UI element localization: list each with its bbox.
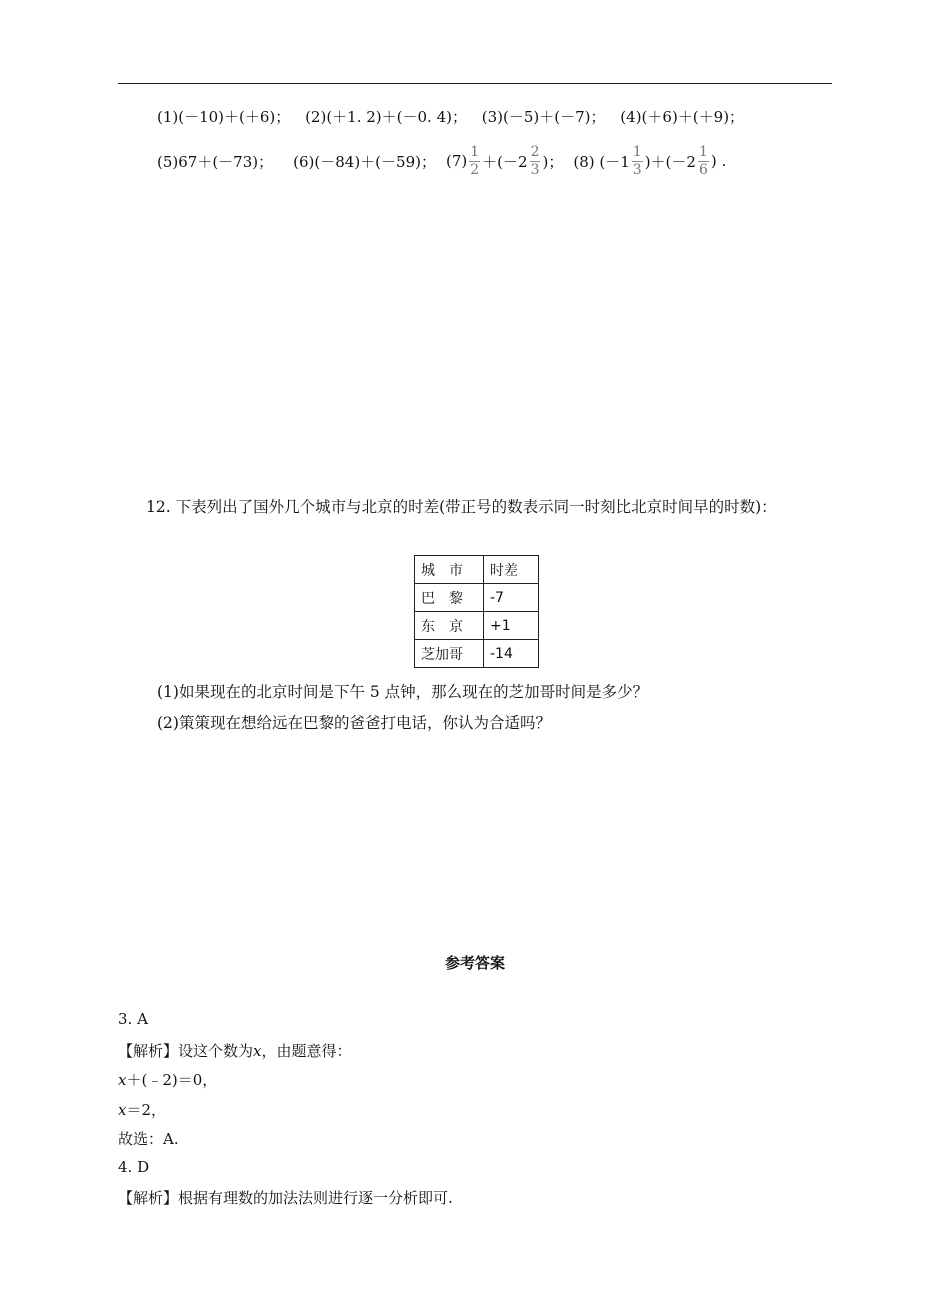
exercise-2: (2)(＋1. 2)＋(－0. 4)；	[305, 108, 467, 126]
variable-x: x	[118, 1101, 127, 1119]
table-row	[415, 584, 539, 612]
time-difference-table	[414, 555, 539, 668]
equation-rest: ＋(﹣2)＝0，	[126, 1071, 218, 1089]
exercise-8-mid: )＋(－2	[644, 152, 696, 171]
fraction: $\frac{1}{2}$	[470, 143, 480, 178]
answer-4-explanation: 【解析】根据有理数的加法法则进行逐一分析即可.	[118, 1189, 453, 1207]
exercise-7-suffix: )；	[542, 152, 564, 171]
exercise-8-label: (8) (－1	[573, 152, 630, 171]
fraction: $\frac{2}{3}$	[530, 143, 540, 178]
exercise-5: (5)67＋(－73)；	[157, 152, 274, 171]
question-12-sub-2: (2)策策现在想给远在巴黎的爸爸打电话，你认为合适吗？	[157, 714, 551, 732]
table-cell: -14	[484, 640, 539, 668]
variable-x: x	[253, 1042, 262, 1060]
fraction: $\frac{1}{6}$	[698, 143, 708, 178]
answer-3-equation-2	[118, 1099, 166, 1120]
answer-3: 3. A	[118, 1010, 148, 1028]
table-cell: 时差	[484, 556, 539, 584]
header-rule	[118, 83, 832, 84]
answer-3-equation-1	[118, 1069, 217, 1090]
exercise-8	[573, 144, 726, 179]
table-cell: 东 京	[415, 612, 484, 640]
table-row	[415, 612, 539, 640]
exercise-7	[446, 144, 563, 179]
table-cell: 城 市	[415, 556, 484, 584]
table-row	[415, 640, 539, 668]
exercise-6: (6)(－84)＋(－59)；	[293, 152, 436, 171]
exercise-4: (4)(＋6)＋(＋9)；	[620, 108, 745, 126]
exercise-row-2	[157, 138, 726, 184]
question-12-sub-1: (1)如果现在的北京时间是下午 5 点钟，那么现在的芝加哥时间是多少？	[157, 683, 649, 701]
table-cell: 芝加哥	[415, 640, 484, 668]
exercise-row-1	[157, 106, 744, 127]
variable-x: x	[118, 1071, 127, 1089]
exercise-1: (1)(－10)＋(＋6)；	[157, 108, 291, 126]
exercise-3: (3)(－5)＋(－7)；	[481, 108, 606, 126]
explanation-prefix: 【解析】设这个数为	[118, 1042, 254, 1060]
fraction: $\frac{1}{3}$	[632, 143, 642, 178]
exercise-7-mid: ＋(－2	[482, 152, 528, 171]
answer-4: 4. D	[118, 1158, 150, 1176]
table-header-row	[415, 556, 539, 584]
answer-3-explanation	[118, 1040, 352, 1061]
question-12-text: 12. 下表列出了国外几个城市与北京的时差(带正号的数表示同一时刻比北京时间早的时数)：	[146, 498, 777, 516]
answer-3-choice: 故选：A.	[118, 1130, 179, 1148]
exercise-8-suffix: ) .	[710, 152, 727, 170]
explanation-suffix: ，由题意得：	[261, 1042, 352, 1060]
exercise-7-label: (7)	[445, 152, 468, 170]
table-cell: -7	[484, 584, 539, 612]
answers-title: 参考答案	[444, 954, 505, 972]
table-cell: +1	[484, 612, 539, 640]
table-cell: 巴 黎	[415, 584, 484, 612]
equation-rest: ＝2，	[126, 1101, 167, 1119]
